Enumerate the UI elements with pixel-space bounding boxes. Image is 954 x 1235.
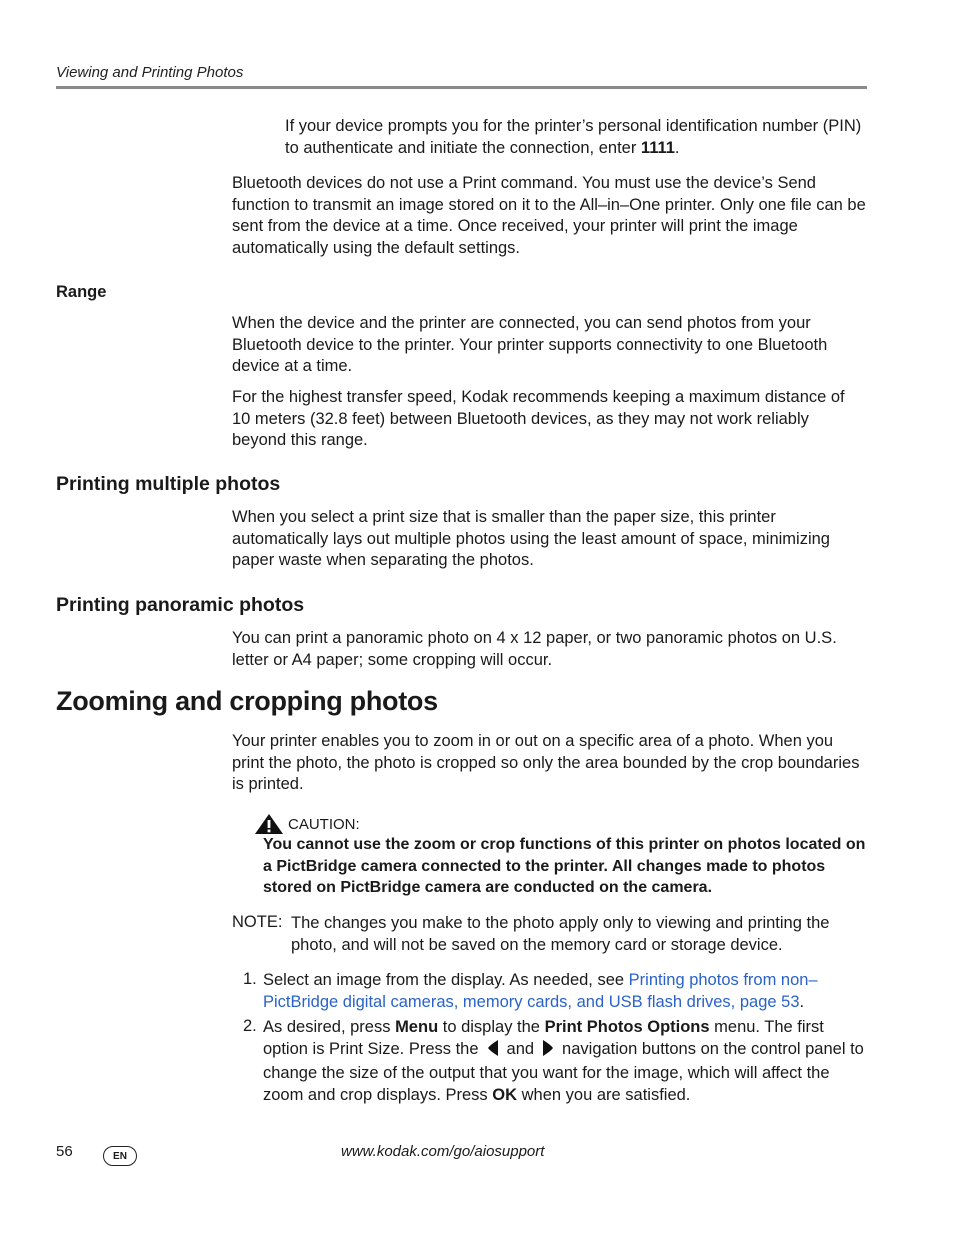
- print-photos-options-label: Print Photos Options: [544, 1018, 710, 1036]
- panoramic-text: You can print a panoramic photo on 4 x 12 paper, or two panoramic photos on U.S. letter or A4 paper; some cropping will occur.: [232, 629, 837, 669]
- multiple-photos-heading: Printing multiple photos: [56, 473, 281, 495]
- zoom-intro-text: Your printer enables you to zoom in or out on a specific area of a photo. When you print the photo, the photo is cropped so only the area bounded by the crop boundaries is printed.: [232, 732, 860, 793]
- printing-photos-link[interactable]: Printing photos from non–PictBridge digital cameras, memory cards, and USB flash drives, page 53: [263, 971, 818, 1011]
- step-2-number: 2.: [243, 1017, 257, 1035]
- left-arrow-icon: [487, 1039, 499, 1064]
- range-paragraph-2: [232, 387, 867, 452]
- step-1: [263, 970, 867, 1013]
- note-label: NOTE:: [232, 913, 283, 931]
- step-2-text-e: when you are satisfied.: [517, 1085, 691, 1104]
- bluetooth-send-text: Bluetooth devices do not use a Print command. You must use the device’s Send function to transmit an image stored on it to the All–in–One printer. Only one file can be sent from the device at a time. Once received, your printer will print the image automatically using the default settings.: [232, 174, 866, 257]
- range-paragraph-1: [232, 313, 867, 378]
- range-text-2: For the highest transfer speed, Kodak recommends keeping a maximum distance of 10 meters (32.8 feet) between Bluetooth devices, as they may not work reliably beyond this range.: [232, 388, 845, 449]
- step-1-number: 1.: [243, 970, 257, 988]
- step-2-text-a: As desired, press: [263, 1018, 396, 1036]
- warning-triangle-icon: [254, 813, 284, 835]
- right-arrow-icon: [542, 1039, 554, 1064]
- multiple-photos-text: When you select a print size that is smaller than the paper size, this printer automatically lays out multiple photos using the least amount of space, minimizing paper waste when separating the photos.: [232, 508, 830, 569]
- panoramic-heading: Printing panoramic photos: [56, 594, 305, 616]
- step-2-text-b: to display the: [438, 1018, 545, 1036]
- menu-button-label: Menu: [395, 1018, 439, 1036]
- header-rule: [56, 86, 867, 89]
- step-2-text-c: menu. The first option is Print Size. Press the: [263, 1018, 824, 1058]
- note-text: The changes you make to the photo apply only to viewing and printing the photo, and will not be saved on the memory card or storage device.: [291, 914, 830, 954]
- multiple-photos-paragraph: [232, 507, 867, 572]
- step-1-end: .: [799, 992, 805, 1011]
- pin-value: 1111: [640, 138, 675, 157]
- step-2-text-d: navigation buttons on the control panel to change the size of the output that you want for the image, which will affect the zoom and crop displays. Press: [263, 1039, 864, 1104]
- zoom-intro-paragraph: [232, 731, 867, 796]
- pin-note: [285, 116, 867, 159]
- page-number: 56: [56, 1143, 73, 1160]
- step-2-and: and: [506, 1039, 535, 1058]
- caution-label-row: [254, 813, 360, 835]
- range-heading: Range: [56, 283, 107, 301]
- running-head: Viewing and Printing Photos: [56, 64, 244, 81]
- range-text-1: When the device and the printer are connected, you can send photos from your Bluetooth device to the printer. Your printer supports connectivity to one Bluetooth device at a time.: [232, 314, 828, 375]
- caution-label: CAUTION:: [288, 815, 360, 833]
- footer-url: www.kodak.com/go/aiosupport: [341, 1143, 545, 1160]
- bluetooth-send-paragraph: [232, 173, 867, 259]
- language-badge: EN: [103, 1146, 137, 1166]
- panoramic-paragraph: [232, 628, 867, 671]
- ok-button-label: OK: [492, 1085, 518, 1104]
- zoom-crop-heading: Zooming and cropping photos: [56, 686, 438, 716]
- step-1-text: Select an image from the display. As needed, see: [263, 971, 629, 989]
- pin-note-end: .: [674, 138, 680, 157]
- pin-note-text: If your device prompts you for the printer’s personal identification number (PIN) to authenticate and initiate the connection, enter: [285, 117, 862, 157]
- step-2: [263, 1017, 867, 1106]
- caution-text: You cannot use the zoom or crop functions of this printer on photos located on a PictBridge camera connected to the printer. All changes made to photos stored on PictBridge camera are conducted on the camera.: [263, 836, 866, 896]
